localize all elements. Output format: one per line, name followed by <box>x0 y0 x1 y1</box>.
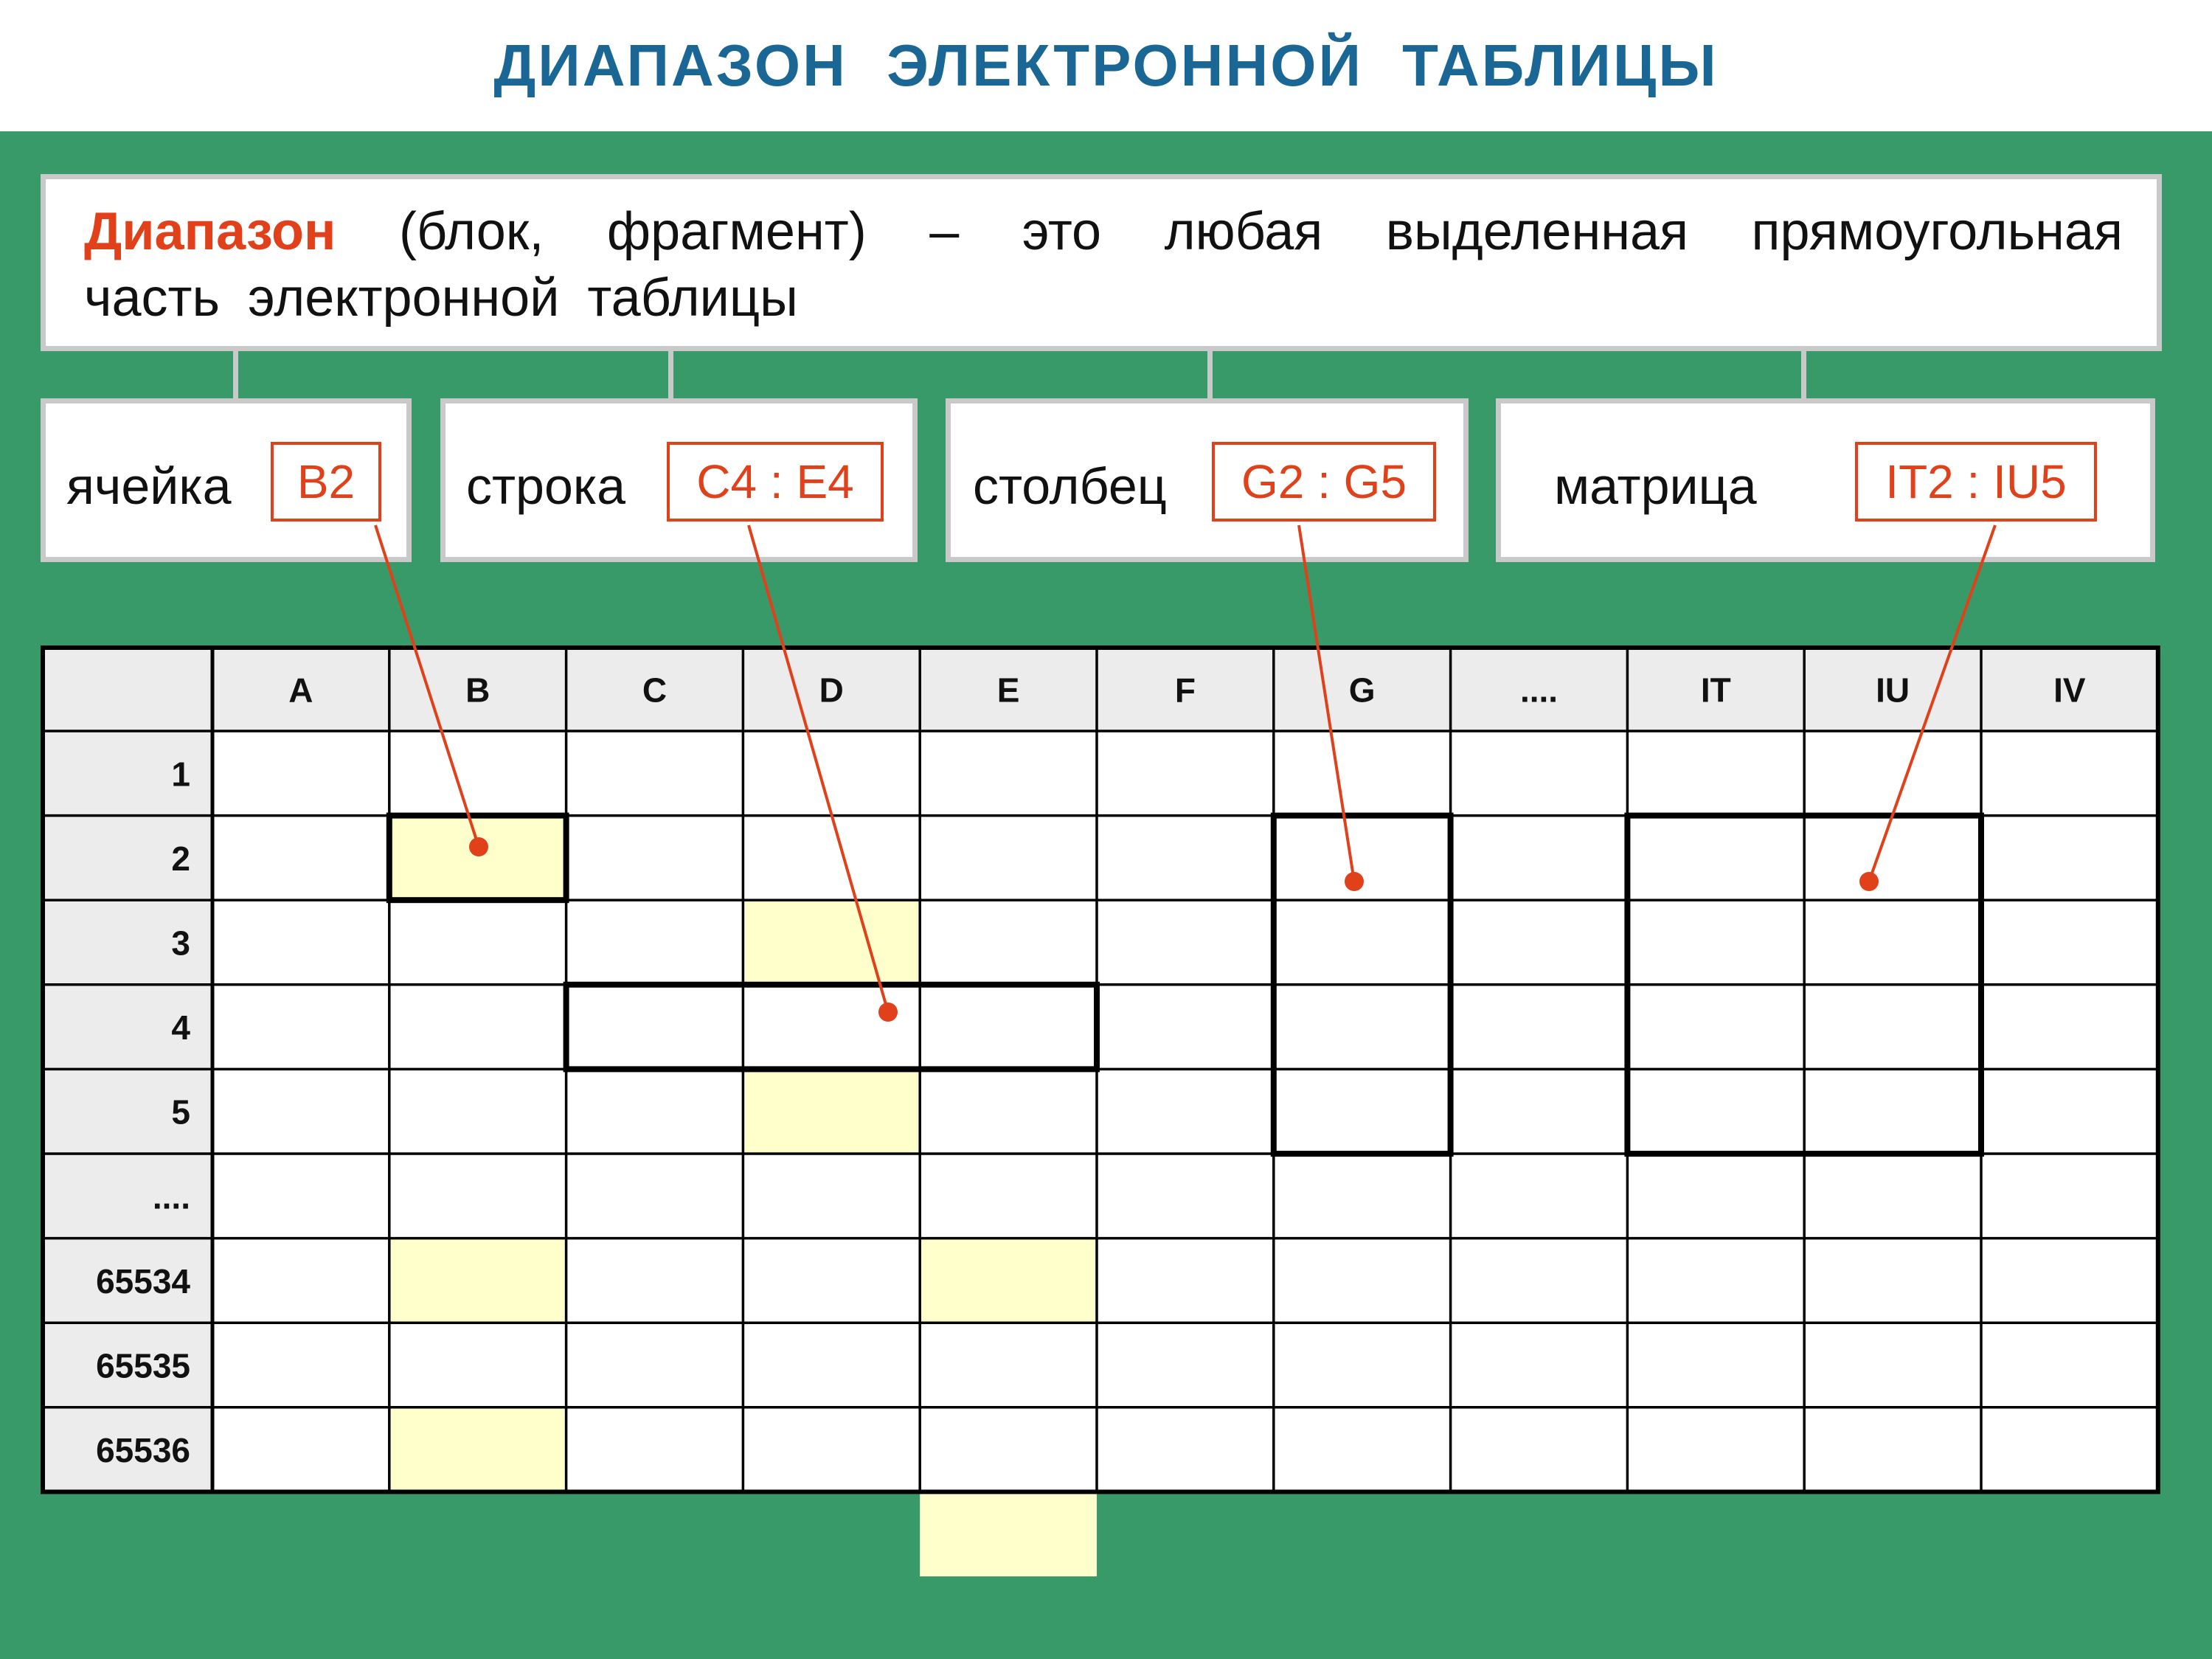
row-header-label: 2 <box>171 839 190 878</box>
highlighted-cell <box>743 900 920 985</box>
row-header-label: 65536 <box>96 1431 190 1470</box>
highlighted-cell <box>920 1239 1097 1323</box>
column-header-label: F <box>1174 671 1196 710</box>
highlighted-cell <box>389 1407 566 1492</box>
range-pointer-dot <box>469 837 488 856</box>
column-header-label: IT <box>1700 671 1731 710</box>
range-pointer-dot <box>1859 872 1879 891</box>
highlighted-cell <box>743 1069 920 1154</box>
column-header-label: D <box>819 671 844 710</box>
column-header-label: A <box>288 671 313 710</box>
range-type-label: матрица <box>1554 457 1757 515</box>
row-header-label: 4 <box>171 1008 190 1047</box>
column-header-strip <box>43 648 2158 731</box>
row-header-label: 5 <box>171 1092 190 1132</box>
row-header-label: 1 <box>171 755 190 794</box>
definition-word: (блок, <box>398 202 544 261</box>
definition-word: – <box>929 202 960 261</box>
row-header-label: 65535 <box>96 1346 190 1385</box>
range-pointer-dot <box>878 1002 898 1022</box>
range-type-ref: IT2 : IU5 <box>1855 442 2097 522</box>
row-header-label: 3 <box>171 924 190 963</box>
column-header-label: IV <box>2053 671 2086 710</box>
range-type-ref: C4 : E4 <box>667 442 884 522</box>
definition-word: это <box>1022 202 1102 261</box>
highlighted-cell <box>389 816 566 901</box>
row-header-label: 65534 <box>96 1261 190 1300</box>
column-header-label: .... <box>1519 671 1559 710</box>
definition-term: Диапазон <box>84 202 336 261</box>
highlighted-cell <box>920 1492 1097 1576</box>
column-header-label: G <box>1348 671 1376 710</box>
definition-line-2: часть электронной таблицы <box>84 269 798 328</box>
definition-word: фрагмент) <box>606 202 867 261</box>
range-type-ref: G2 : G5 <box>1212 442 1436 522</box>
range-pointer-dot <box>1345 872 1364 891</box>
column-header-label: C <box>642 671 668 710</box>
definition-word: любая <box>1164 202 1323 261</box>
page-title-text: ДИАПАЗОН ЭЛЕКТРОННОЙ ТАБЛИЦЫ <box>493 32 1719 98</box>
definition-word: прямоугольная <box>1751 202 2123 261</box>
range-type-ref: B2 <box>271 442 381 522</box>
range-type-label: ячейка <box>66 457 232 515</box>
column-header-label: B <box>465 671 490 710</box>
definition-word: выделенная <box>1385 202 1689 261</box>
range-type-label: столбец <box>973 457 1167 515</box>
column-header-label: IU <box>1876 671 1910 710</box>
range-type-label: строка <box>466 457 626 515</box>
column-header-label: E <box>996 671 1020 710</box>
row-header-label: .... <box>152 1177 190 1216</box>
highlighted-cell <box>389 1239 566 1323</box>
